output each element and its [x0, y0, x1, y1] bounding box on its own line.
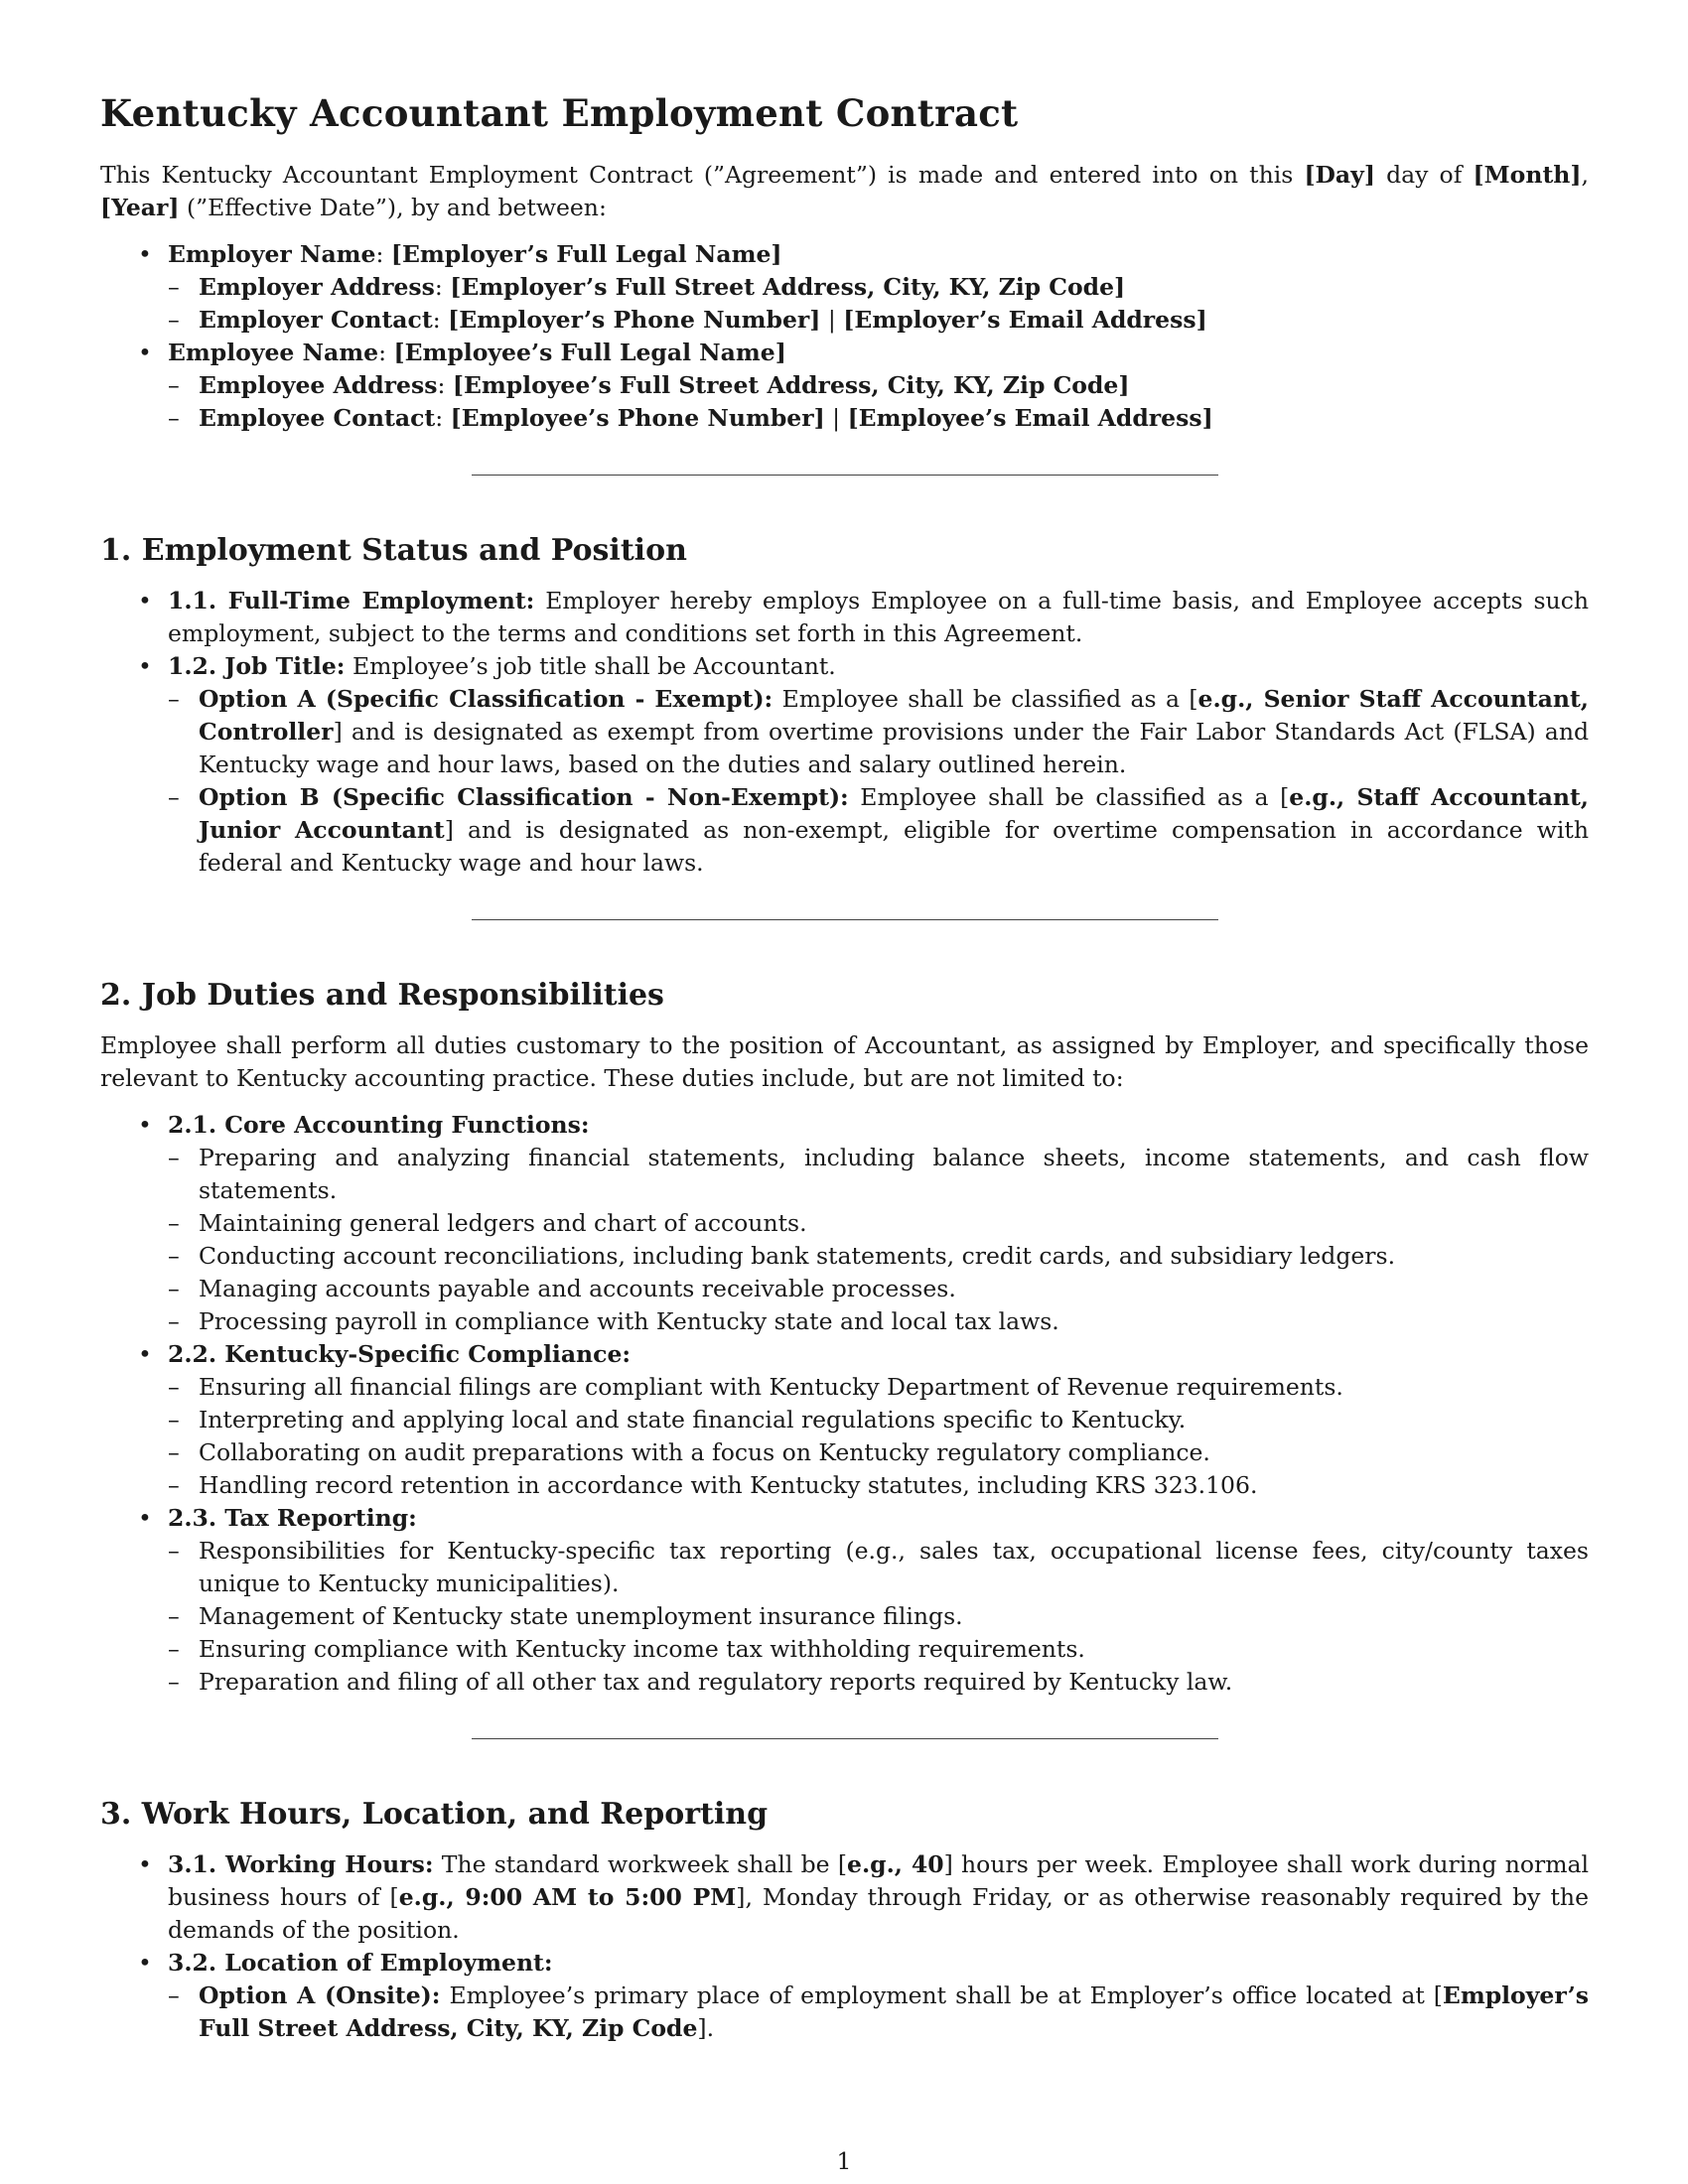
- option-placeholder: Employer’s Full Street Address, City, KY, Zip Code: [199, 1981, 1589, 2043]
- employer-contact-item: [168, 304, 1589, 337]
- list-item: – Handling record retention in accordance with Kentucky statutes, including KRS 323.106.: [168, 1469, 1589, 1502]
- intro-text: ,: [1581, 161, 1589, 190]
- employer-address-label: Employer Address: [199, 273, 435, 302]
- employee-phone-value: [Employee’s Phone Number]: [450, 404, 825, 433]
- intro-text: day of: [1374, 161, 1474, 190]
- employee-name-item: [100, 337, 1589, 435]
- employer-email-value: [Employer’s Email Address]: [843, 306, 1207, 335]
- core-accounting-items: [168, 1142, 1589, 1338]
- employee-contact-item: [168, 402, 1589, 435]
- employer-phone-value: [Employer’s Phone Number]: [448, 306, 821, 335]
- clause-label: 2.1. Core Accounting Functions:: [168, 1111, 590, 1140]
- intro-paragraph: [100, 159, 1589, 224]
- section-1-list: [100, 585, 1589, 880]
- business-hours-placeholder: e.g., 9:00 AM to 5:00 PM: [398, 1883, 737, 1912]
- employee-email-value: [Employee’s Email Address]: [847, 404, 1213, 433]
- option-label: Option B (Specific Classification - Non-Exempt):: [199, 783, 849, 812]
- employee-name-value: [Employee’s Full Legal Name]: [393, 339, 786, 367]
- clause-label: 2.3. Tax Reporting:: [168, 1504, 417, 1533]
- list-item: – Interpreting and applying local and state financial regulations specific to Kentucky.: [168, 1404, 1589, 1436]
- clause-1-1: [100, 585, 1589, 650]
- location-options: [168, 1979, 1589, 2045]
- employee-address-value: [Employee’s Full Street Address, City, KY, Zip Code]: [452, 371, 1130, 400]
- clause-3-2: [100, 1947, 1589, 2045]
- employer-name-value: [Employer’s Full Legal Name]: [390, 240, 782, 269]
- list-item: – Managing accounts payable and accounts receivable processes.: [168, 1273, 1589, 1305]
- employer-address-item: [168, 271, 1589, 304]
- list-item: – Responsibilities for Kentucky-specific tax reporting (e.g., sales tax, occupational license fees, city/county taxes unique to Kentucky municipalities).: [168, 1535, 1589, 1600]
- clause-label: 3.2. Location of Employment:: [168, 1949, 553, 1978]
- intro-text: This Kentucky Accountant Employment Contract (”Agreement”) is made and entered into on this: [100, 161, 1305, 190]
- clause-label: 1.2. Job Title:: [168, 652, 346, 681]
- section-1-heading: 1. Employment Status and Position: [100, 533, 687, 569]
- clause-text: ] hours per week. Employee shall work during normal business hours of [: [168, 1850, 1590, 1912]
- employer-contact-label: Employer Contact: [199, 306, 433, 335]
- option-a-exempt: [168, 683, 1589, 781]
- year-placeholder: [Year]: [100, 194, 180, 222]
- section-2-intro: Employee shall perform all duties customary to the position of Accountant, as assigned by Employer, and specifically those relevant to Kentucky accounting practice. These duties include, but are not limited to:: [100, 1031, 1589, 1093]
- month-placeholder: [Month]: [1473, 161, 1582, 190]
- option-placeholder: e.g., Senior Staff Accountant, Controller: [199, 685, 1589, 747]
- option-placeholder: e.g., Staff Accountant, Junior Accountant: [199, 783, 1589, 845]
- option-text: ].: [697, 2014, 715, 2043]
- pipe-separator: |: [824, 404, 848, 433]
- clause-1-2: [100, 650, 1589, 880]
- clause-2-3: [100, 1502, 1589, 1699]
- clause-text: Employee’s job title shall be Accountant.: [345, 652, 836, 681]
- separator: :: [437, 371, 453, 400]
- pipe-separator: |: [820, 306, 844, 335]
- clause-label: 2.2. Kentucky-Specific Compliance:: [168, 1340, 632, 1369]
- separator: :: [432, 306, 449, 335]
- section-3-heading: 3. Work Hours, Location, and Reporting: [100, 1797, 769, 1833]
- list-item: – Processing payroll in compliance with Kentucky state and local tax laws.: [168, 1305, 1589, 1338]
- option-text: Employee shall be classified as a [: [773, 685, 1198, 714]
- intro-text: (”Effective Date”), by and between:: [179, 194, 607, 222]
- option-text: ] and is designated as exempt from overtime provisions under the Fair Labor Standards Act (FLSA) and Kentucky wage and hour laws, based on the duties and salary outlined herein.: [199, 718, 1589, 779]
- section-3-list: [100, 1848, 1589, 2045]
- option-label: Option A (Onsite):: [199, 1981, 441, 2010]
- parties-list: [100, 238, 1589, 435]
- employer-details: [168, 271, 1589, 337]
- list-item: – Ensuring all financial filings are compliant with Kentucky Department of Revenue requirements.: [168, 1371, 1589, 1404]
- document-title: Kentucky Accountant Employment Contract: [100, 91, 1019, 135]
- option-text: Employee’s primary place of employment shall be at Employer’s office located at [: [440, 1981, 1443, 2010]
- job-title-options: [168, 683, 1589, 880]
- separator: :: [434, 273, 451, 302]
- employee-address-item: [168, 369, 1589, 402]
- list-item: – Conducting account reconciliations, including bank statements, credit cards, and subsidiary ledgers.: [168, 1240, 1589, 1273]
- tax-reporting-items: [168, 1535, 1589, 1699]
- employer-name-label: Employer Name: [168, 240, 376, 269]
- day-placeholder: [Day]: [1304, 161, 1375, 190]
- section-divider: [472, 475, 1218, 476]
- separator: :: [378, 339, 394, 367]
- employee-name-label: Employee Name: [168, 339, 379, 367]
- separator: :: [375, 240, 391, 269]
- hours-placeholder: e.g., 40: [847, 1850, 944, 1879]
- employer-address-value: [Employer’s Full Street Address, City, KY, Zip Code]: [450, 273, 1126, 302]
- clause-3-1: [100, 1848, 1589, 1947]
- section-2-list: [100, 1109, 1589, 1699]
- clause-label: 1.1. Full-Time Employment:: [168, 587, 535, 615]
- separator: :: [435, 404, 451, 433]
- clause-label: 3.1. Working Hours:: [168, 1850, 434, 1879]
- section-2-heading: 2. Job Duties and Responsibilities: [100, 978, 664, 1014]
- clause-text: The standard workweek shall be [: [433, 1850, 848, 1879]
- section-divider: [472, 919, 1218, 920]
- document-page: [100, 77, 1589, 2045]
- employer-name-item: [100, 238, 1589, 337]
- list-item: – Preparing and analyzing financial statements, including balance sheets, income statements, and cash flow statements.: [168, 1142, 1589, 1207]
- option-b-non-exempt: [168, 781, 1589, 880]
- employee-contact-label: Employee Contact: [199, 404, 436, 433]
- option-text: Employee shall be classified as a [: [848, 783, 1290, 812]
- page-number: 1: [836, 2147, 852, 2175]
- option-text: ] and is designated as non-exempt, eligible for overtime compensation in accordance with federal and Kentucky wage and hour laws.: [199, 816, 1589, 878]
- employee-details: [168, 369, 1589, 435]
- clause-2-1: [100, 1109, 1589, 1338]
- section-divider: [472, 1738, 1218, 1739]
- list-item: – Preparation and filing of all other tax and regulatory reports required by Kentucky law.: [168, 1666, 1589, 1699]
- list-item: – Collaborating on audit preparations with a focus on Kentucky regulatory compliance.: [168, 1436, 1589, 1469]
- compliance-items: [168, 1371, 1589, 1502]
- employee-address-label: Employee Address: [199, 371, 438, 400]
- option-a-onsite: [168, 1979, 1589, 2045]
- option-label: Option A (Specific Classification - Exempt):: [199, 685, 774, 714]
- list-item: – Maintaining general ledgers and chart of accounts.: [168, 1207, 1589, 1240]
- list-item: – Ensuring compliance with Kentucky income tax withholding requirements.: [168, 1633, 1589, 1666]
- clause-2-2: [100, 1338, 1589, 1502]
- clause-text: ], Monday through Friday, or as otherwise reasonably required by the demands of the position.: [168, 1883, 1589, 1945]
- list-item: – Management of Kentucky state unemployment insurance filings.: [168, 1600, 1589, 1633]
- clause-text: Employer hereby employs Employee on a full-time basis, and Employee accepts such employment, subject to the terms and conditions set forth in this Agreement.: [168, 587, 1589, 648]
